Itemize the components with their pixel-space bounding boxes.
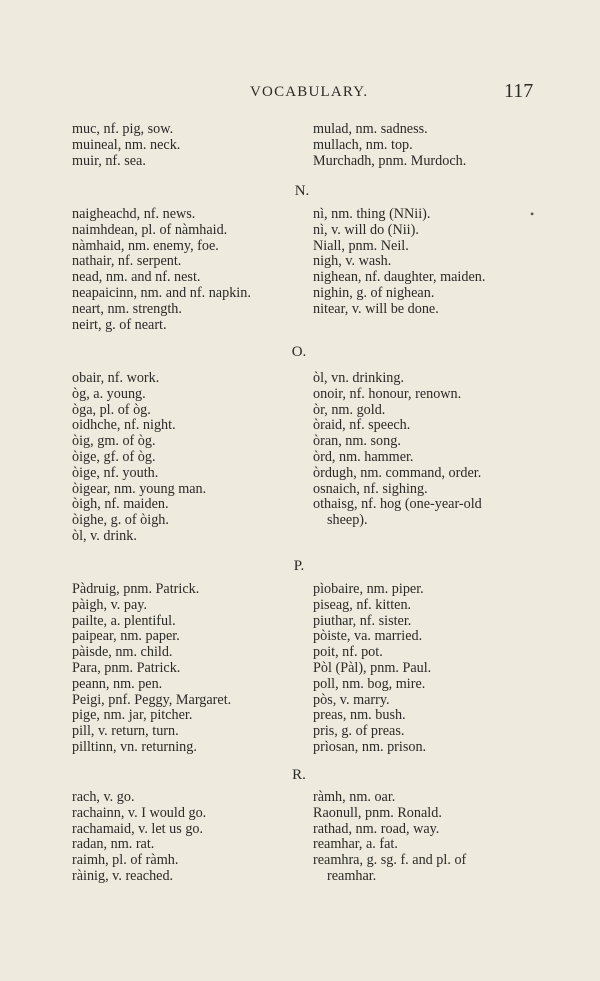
entry: neart, nm. strength. (72, 300, 182, 317)
entry: pris, g. of preas. (313, 723, 405, 740)
entry: pàigh, v. pay. (72, 596, 147, 613)
entry: òl, vn. drinking. (313, 370, 405, 386)
n-right-column (313, 207, 573, 318)
page-number: 117 (504, 80, 534, 102)
entry: Niall, pnm. Neil. (313, 237, 409, 254)
r-right-column (313, 790, 573, 885)
entry: òige, gf. of òg. (72, 448, 156, 465)
entry: obair, nf. work. (72, 370, 160, 386)
p-right-column (313, 582, 573, 756)
entry: mulad, nm. sadness. (313, 121, 428, 137)
entry: paipear, nm. paper. (72, 628, 180, 645)
n-left-column (72, 207, 332, 333)
entry-continuation: sheep). (327, 512, 368, 529)
entry: nead, nm. and nf. nest. (72, 269, 201, 286)
entry: radan, nm. rat. (72, 836, 155, 853)
entry: nighean, nf. daughter, maiden. (313, 269, 486, 286)
entry: òigear, nm. young man. (72, 480, 207, 497)
entry: nì, nm. thing (NNii). (313, 206, 431, 222)
entry: òighe, g. of òigh. (72, 512, 169, 529)
entry: Raonull, pnm. Ronald. (313, 804, 442, 821)
entry: òran, nm. song. (313, 433, 401, 450)
entry: ràinig, v. reached. (72, 867, 174, 884)
section-letter-p: P. (293, 558, 305, 574)
entry: nigh, v. wash. (313, 253, 392, 270)
entry: muir, nf. sea. (72, 152, 146, 169)
o-right-column (313, 371, 573, 529)
p-left-column (72, 582, 332, 756)
entry: rach, v. go. (72, 789, 135, 805)
entry: piuthar, nf. sister. (313, 612, 412, 629)
entry: pòiste, va. married. (313, 628, 423, 645)
entry: òraid, nf. speech. (313, 417, 411, 434)
entry: oidhche, nf. night. (72, 417, 176, 434)
entry: Para, pnm. Patrick. (72, 659, 181, 676)
entry: rachamaid, v. let us go. (72, 820, 204, 837)
entry: onoir, nf. honour, renown. (313, 385, 462, 402)
entry: pàisde, nm. child. (72, 644, 173, 661)
entry: poll, nm. bog, mire. (313, 675, 426, 692)
entry: piseag, nf. kitten. (313, 596, 412, 613)
m-left-column (72, 122, 332, 169)
entry: pailte, a. plentiful. (72, 612, 176, 629)
entry: rachainn, v. I would go. (72, 804, 207, 821)
entry: neirt, g. of neart. (72, 316, 167, 333)
entry: òig, gm. of òg. (72, 433, 156, 450)
section-letter-o: O. (291, 344, 307, 360)
entry: rathad, nm. road, way. (313, 820, 440, 837)
m-right-column (313, 122, 573, 169)
entry: nì, v. will do (Nii). (313, 221, 419, 238)
entry: nighin, g. of nighean. (313, 284, 435, 301)
entry: nathair, nf. serpent. (72, 253, 182, 270)
entry: òrd, nm. hammer. (313, 448, 414, 465)
entry: naigheachd, nf. news. (72, 206, 196, 222)
entry: Pàdruig, pnm. Patrick. (72, 581, 200, 597)
section-letter-r: R. (292, 767, 306, 783)
stray-mark: • (530, 207, 535, 221)
entry: peann, nm. pen. (72, 675, 163, 692)
entry: prìosan, nm. prison. (313, 738, 427, 755)
entry: othaisg, nf. hog (one-year-old (313, 496, 482, 513)
entry: ràmh, nm. oar. (313, 789, 396, 805)
entry: òl, v. drink. (72, 527, 137, 544)
entry: Pòl (Pàl), pnm. Paul. (313, 659, 432, 676)
entry: osnaich, nf. sighing. (313, 480, 428, 497)
entry: mullach, nm. top. (313, 136, 413, 153)
entry: reamhra, g. sg. f. and pl. of (313, 852, 467, 869)
entry: òga, pl. of òg. (72, 401, 151, 418)
entry: neapaicinn, nm. and nf. napkin. (72, 284, 251, 301)
r-left-column (72, 790, 332, 885)
entry: Peigi, pnf. Peggy, Margaret. (72, 691, 232, 708)
entry: pòs, v. marry. (313, 691, 390, 708)
entry: pige, nm. jar, pitcher. (72, 707, 193, 724)
entry: òige, nf. youth. (72, 464, 159, 481)
entry: nitear, v. will be done. (313, 300, 439, 317)
entry: raimh, pl. of ràmh. (72, 852, 179, 869)
entry: Murchadh, pnm. Murdoch. (313, 152, 467, 169)
running-head: VOCABULARY. (250, 84, 369, 100)
entry: reamhar, a. fat. (313, 836, 398, 853)
entry: òg, a. young. (72, 385, 146, 402)
entry: naimhdean, pl. of nàmhaid. (72, 221, 228, 238)
o-left-column (72, 371, 332, 545)
entry: preas, nm. bush. (313, 707, 406, 724)
entry: òigh, nf. maiden. (72, 496, 169, 513)
entry-continuation: reamhar. (327, 867, 377, 884)
entry: òrdugh, nm. command, order. (313, 464, 482, 481)
entry: muc, nf. pig, sow. (72, 121, 174, 137)
entry: pilltinn, vn. returning. (72, 738, 197, 755)
entry: muineal, nm. neck. (72, 136, 181, 153)
entry: pill, v. return, turn. (72, 723, 179, 740)
entry: pìobaire, nm. piper. (313, 581, 424, 597)
entry: poit, nf. pot. (313, 644, 383, 661)
section-letter-n: N. (294, 183, 310, 199)
entry: nàmhaid, nm. enemy, foe. (72, 237, 219, 254)
entry: òr, nm. gold. (313, 401, 386, 418)
